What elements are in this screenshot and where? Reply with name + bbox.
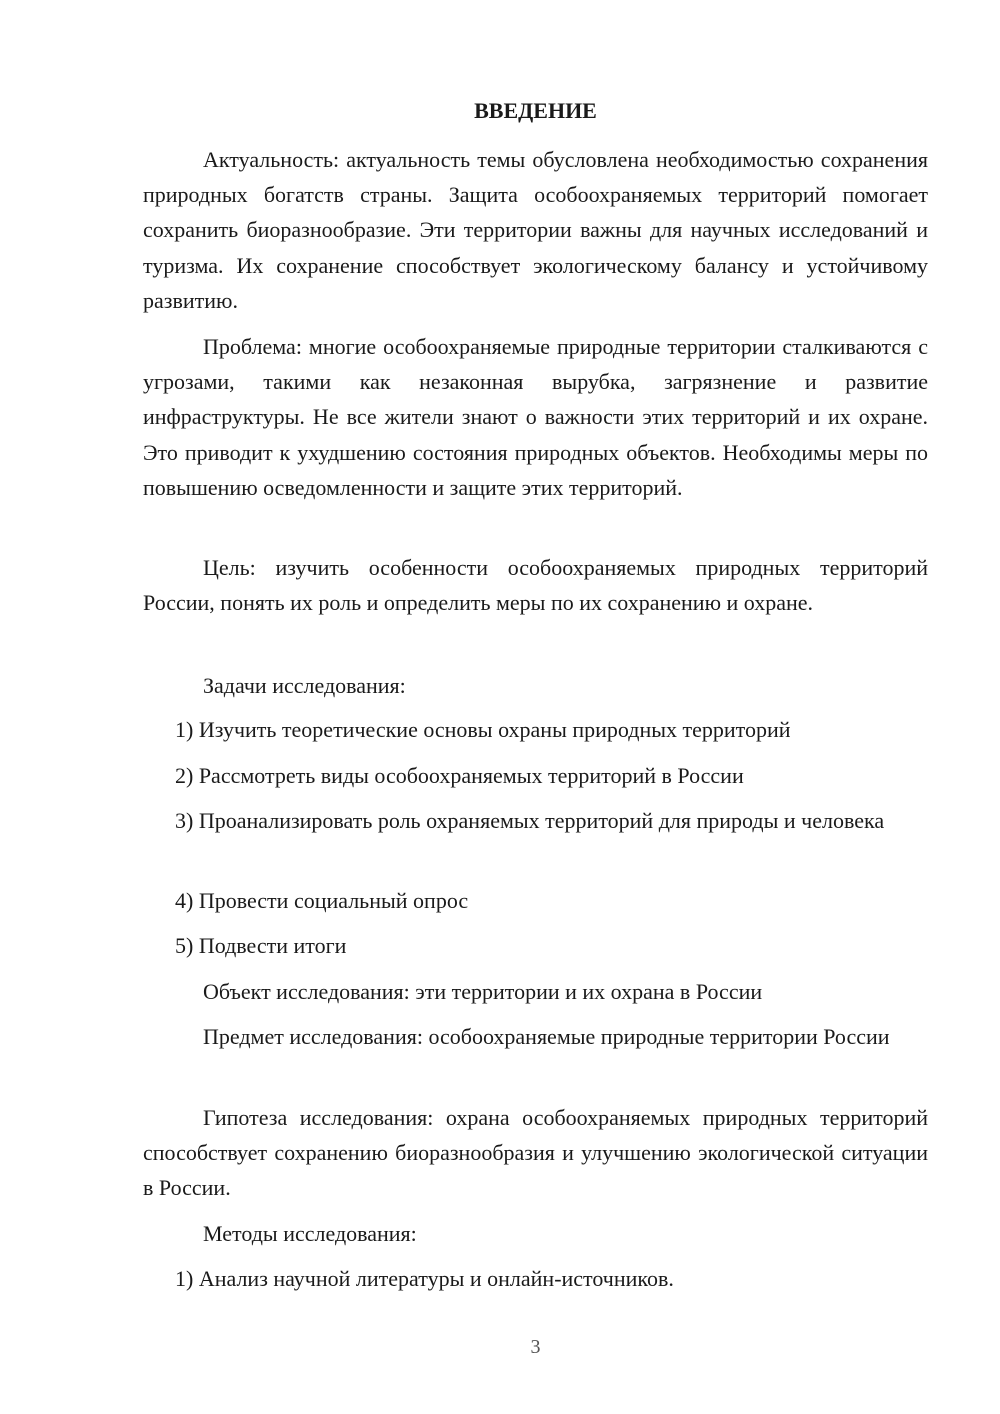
paragraph-object: Объект исследования: эти территории и их охрана в России bbox=[203, 979, 763, 1004]
list-item: 2) Рассмотреть виды особоохраняемых территорий в России bbox=[175, 763, 744, 788]
list-item: 1) Анализ научной литературы и онлайн-источников. bbox=[175, 1266, 674, 1291]
paragraph-hypothesis: Гипотеза исследования: охрана особоохраняемых природных территорий способствует сохранению биоразнообразия и улучшению экологической ситуации в России. bbox=[143, 1105, 928, 1201]
list-item: 1) Изучить теоретические основы охраны природных территорий bbox=[175, 717, 791, 742]
list-item: 4) Провести социальный опрос bbox=[175, 888, 469, 913]
tasks-heading: Задачи исследования: bbox=[203, 673, 406, 698]
paragraph-goal: Цель: изучить особенности особоохраняемых природных территорий России, понять их роль и определить меры по их сохранению и охране. bbox=[143, 555, 928, 616]
page-title: ВВЕДЕНИЕ bbox=[474, 98, 597, 123]
paragraph-relevance: Актуальность: актуальность темы обусловлена необходимостью сохранения природных богатств страны. Защита особоохраняемых территорий помогает сохранить биоразнообразие. Эти территории важны для научных исследований и туризма. Их сохранение способствует экологическому балансу и устойчивому развитию. bbox=[143, 147, 928, 313]
document-page bbox=[143, 0, 928, 1414]
methods-heading: Методы исследования: bbox=[203, 1221, 417, 1246]
list-item: 5) Подвести итоги bbox=[175, 933, 347, 958]
page-number: 3 bbox=[530, 1336, 541, 1358]
list-item: 3) Проанализировать роль охраняемых территорий для природы и человека bbox=[175, 808, 885, 833]
paragraph-subject: Предмет исследования: особоохраняемые природные территории России bbox=[203, 1024, 890, 1049]
paragraph-problem: Проблема: многие особоохраняемые природные территории сталкиваются с угрозами, такими как незаконная вырубка, загрязнение и развитие инфраструктуры. Не все жители знают о важности этих территорий и их охране. Это приводит к ухудшению состояния природных объектов. Необходимы меры по повышению осведомленности и защите этих территорий. bbox=[143, 334, 928, 500]
